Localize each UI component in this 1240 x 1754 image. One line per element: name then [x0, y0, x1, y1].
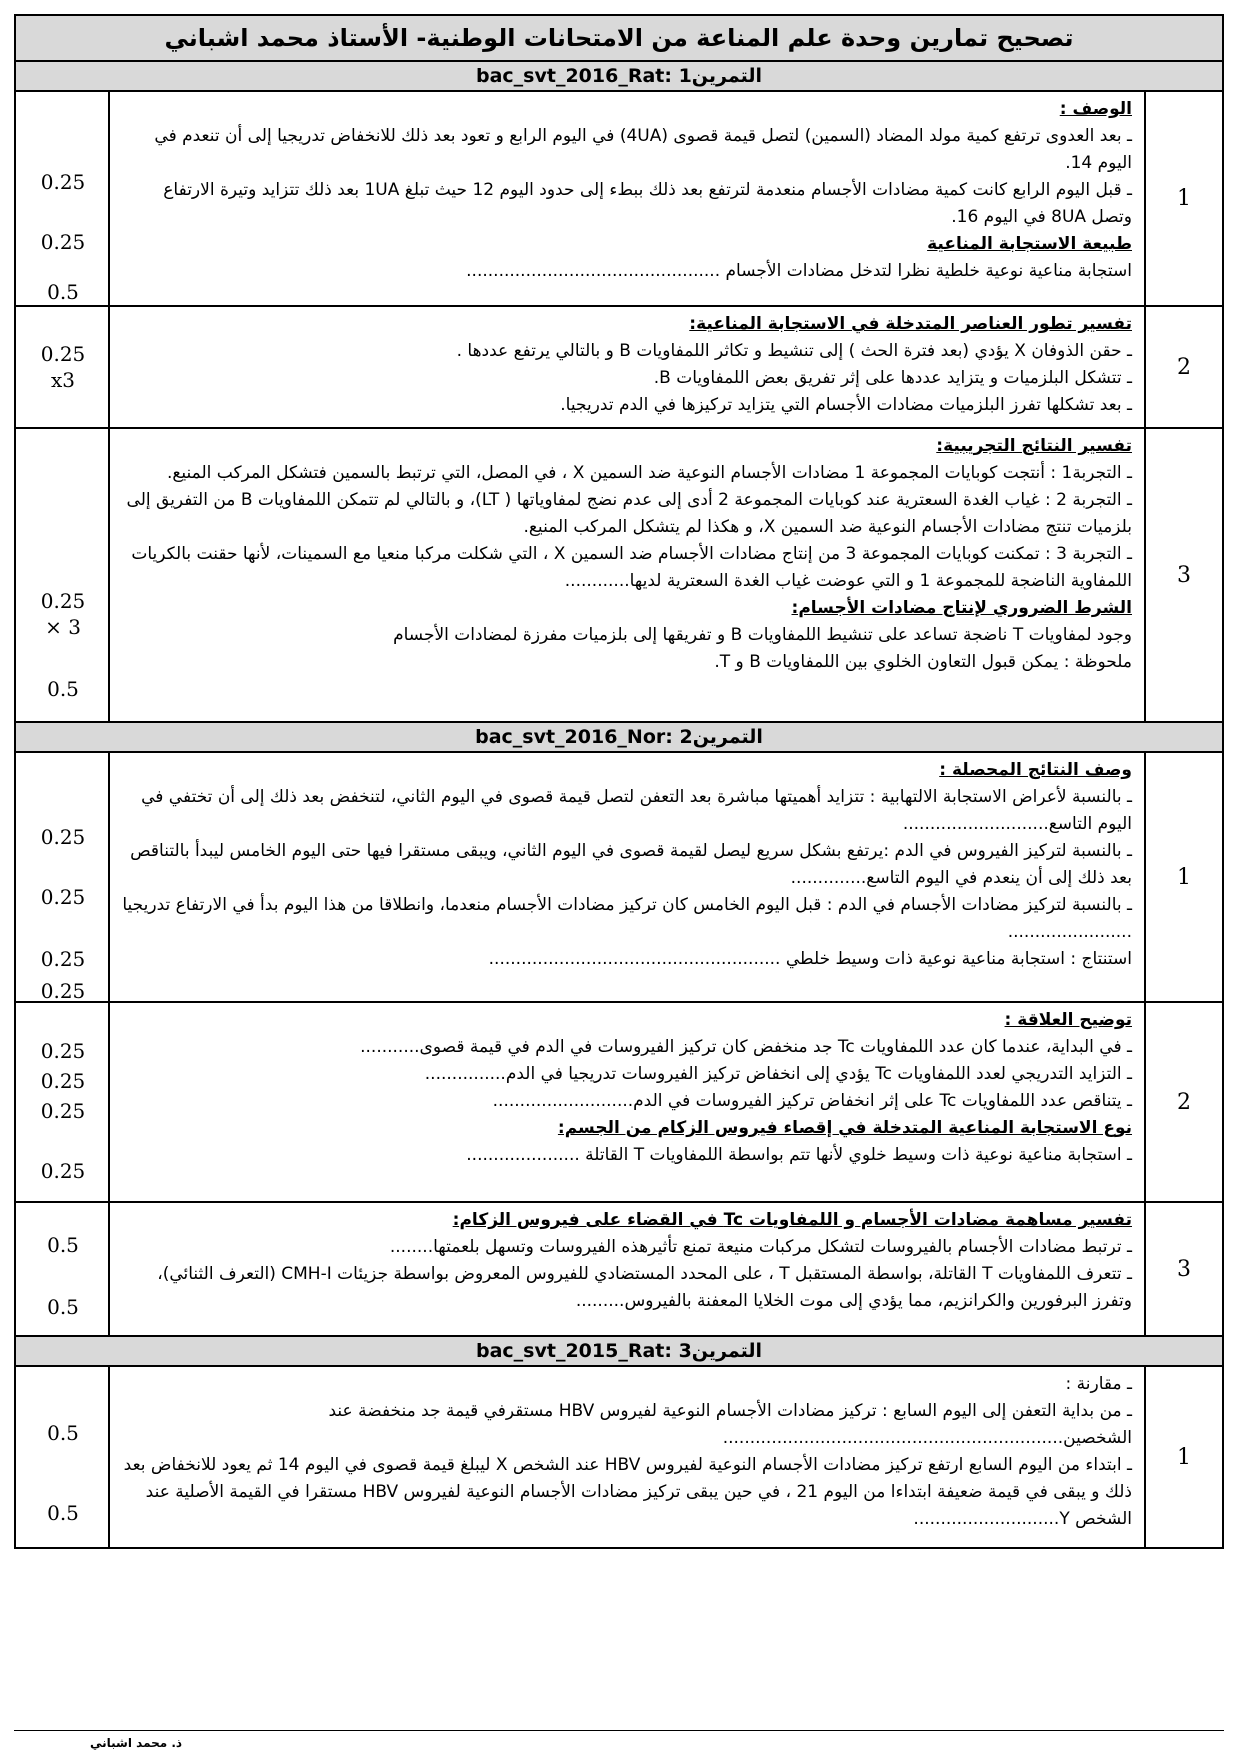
score-value: 0.25 [40, 825, 86, 849]
score-column [16, 1003, 110, 1201]
exercise-code: bac_svt_2015_Rat: 3 [475, 1340, 692, 1362]
answer-line: استنتاج : استجابة مناعية نوعية ذات وسيط خلطي ...................................................... [488, 949, 1132, 969]
exercises-container [14, 62, 1224, 1549]
answer-line: ـ بالنسبة لتركيز مضادات الأجسام في الدم : قبل اليوم الخامس كان تركيز مضادات الأجسام منعدما، وانطلاقا من هذا اليوم بدأ في الارتفاع تدريجيا ....................... [122, 895, 1132, 942]
answer-heading: تفسير مساهمة مضادات الأجسام و اللمفاويات Tc في القضاء على فيروس الزكام: [452, 1210, 1132, 1230]
exercise-label: التمرين [691, 1340, 762, 1362]
answer-line: ملحوظة : يمكن قبول التعاون الخلوي بين اللمفاويات B و T. [714, 652, 1132, 672]
score-value: 0.25 [40, 170, 86, 194]
score-value: 0.5 [47, 677, 79, 701]
exercise-table [14, 92, 1224, 723]
score-column [16, 429, 110, 721]
exercise-table [14, 753, 1224, 1337]
answer-line: ـ التجربة 3 : تمكنت كوبايات المجموعة 3 من إنتاج مضادات الأجسام ضد السمين X ، التي شكلت مركبا منعيا مع السمينات، لأنها حقنت بالكريات اللمفاوية الناضجة للمجموعة 1 و التي عوضت غياب الغدة السعترية لديها............ [131, 544, 1132, 591]
answer-line: ـ ترتبط مضادات الأجسام بالفيروسات لتشكل مركبات منيعة تمنع تأثيرهذه الفيروسات وتسهل بلعمتها........ [389, 1237, 1132, 1257]
score-value: x3 [50, 368, 75, 392]
score-column [16, 1203, 110, 1335]
answer-heading: الوصف : [1059, 99, 1132, 119]
score-value: 0.5 [47, 280, 79, 304]
answer-line: ـ التجربة1 : أنتجت كوبايات المجموعة 1 مضادات الأجسام النوعية ضد السمين X ، في المصل، التي ترتبط بالسمين فتشكل المركب المنيع. [166, 463, 1132, 483]
score-value: 0.25 [40, 589, 86, 613]
answer-line: ـ من بداية التعفن إلى اليوم السابع : تركيز مضادات الأجسام النوعية لفيروس HBV مستقرفي قيمة جد منخفضة عند الشخصين............................................................... [328, 1401, 1132, 1448]
answer-line: ـ التزايد التدريجي لعدد اللمفاويات Tc يؤدي إلى انخفاض تركيز الفيروسات تدريجيا في الدم............... [424, 1064, 1132, 1084]
answer-line: ـ بالنسبة لأعراض الاستجابة الالتهابية : تتزايد أهميتها مباشرة بعد التعفن لتصل قيمة قصوى في اليوم الثاني، لتنخفض بعد ذلك إلى أن تختفي في اليوم التاسع........................... [141, 787, 1132, 834]
answer-line: ـ بعد العدوى ترتفع كمية مولد المضاد (السمين) لتصل قيمة قصوى (4UA) في اليوم الرابع و تعود بعد ذلك للانخفاض تدريجيا إلى أن تنعدم في اليوم 14. [154, 126, 1132, 173]
question-row [16, 427, 1222, 721]
score-value: 0.5 [47, 1295, 79, 1319]
score-value: × 3 [45, 615, 81, 639]
answer-content [110, 1003, 1144, 1201]
score-value: 0.25 [40, 947, 86, 971]
answer-line: ـ استجابة مناعية نوعية ذات وسيط خلوي لأنها تتم بواسطة اللمفاويات T القاتلة ..................... [466, 1145, 1132, 1165]
question-number: 1 [1144, 1367, 1222, 1547]
exercise-code: bac_svt_2016_Rat: 1 [475, 65, 692, 87]
answer-line: ـ في البداية، عندما كان عدد اللمفاويات Tc جد منخفض كان تركيز الفيروسات في الدم في قيمة قصوى........... [360, 1037, 1132, 1057]
score-column [16, 92, 110, 305]
answer-line: ـ بعد تشكلها تفرز البلزميات مضادات الأجسام التي يتزايد تركيزها في الدم تدريجيا. [560, 395, 1132, 415]
exercise-code: bac_svt_2016_Nor: 2 [475, 726, 693, 748]
score-value: 0.5 [47, 1421, 79, 1445]
answer-content [110, 307, 1144, 427]
answer-content [110, 1367, 1144, 1547]
page-title: تصحيح تمارين وحدة علم المناعة من الامتحانات الوطنية- الأستاذ محمد اشباني [14, 14, 1224, 62]
exercise-header [14, 723, 1224, 753]
answer-heading: توضيح العلاقة : [1004, 1010, 1132, 1030]
answer-heading: وصف النتائج المحصلة : [939, 760, 1132, 780]
question-number: 1 [1144, 92, 1222, 305]
answer-line: ـ حقن الذوفان X يؤدي (بعد فترة الحث ) إلى تنشيط و تكاثر اللمفاويات B و بالتالي يرتفع عددها . [456, 341, 1132, 361]
answer-content [110, 753, 1144, 1001]
score-value: 0.25 [40, 1159, 86, 1183]
question-row [16, 305, 1222, 427]
answer-heading: تفسير تطور العناصر المتدخلة في الاستجابة المناعية: [689, 314, 1132, 334]
footer-author: ذ. محمد اشباني [90, 1736, 183, 1750]
score-column [16, 753, 110, 1001]
score-value: 0.25 [40, 979, 86, 1003]
answer-content [110, 1203, 1144, 1335]
exercise-header [14, 62, 1224, 92]
answer-line: ـ التجربة 2 : غياب الغدة السعترية عند كوبايات المجموعة 2 أدى إلى عدم نضج لمفاوياتها ( LT)، و بالتالي لم تتمكن اللمفاويات B من التفريق إلى بلزميات تنتج مضادات الأجسام النوعية ضد السمين X، و هكذا لم يتشكل المركب المنيع. [126, 490, 1132, 537]
footer-rule [14, 1730, 1224, 1731]
score-column [16, 1367, 110, 1547]
answer-line: ـ مقارنة : [1065, 1374, 1132, 1394]
question-row [16, 92, 1222, 305]
exercise-label: التمرين [692, 726, 763, 748]
score-value: 0.25 [40, 1099, 86, 1123]
answer-line: وجود لمفاويات T ناضجة تساعد على تنشيط اللمفاويات B و تفريقها إلى بلزميات مفرزة لمضادات الأجسام [393, 625, 1132, 645]
question-number: 2 [1144, 307, 1222, 427]
score-value: 0.5 [47, 1501, 79, 1525]
exercise-label: التمرين [691, 65, 762, 87]
question-row [16, 1201, 1222, 1335]
answer-heading: طبيعة الاستجابة المناعية [927, 234, 1132, 254]
question-row [16, 1367, 1222, 1547]
answer-line: ـ ابتداء من اليوم السابع ارتفع تركيز مضادات الأجسام النوعية لفيروس HBV عند الشخص X ليبلغ قيمة قصوى في اليوم 14 ثم يعود للانخفاض بعد ذلك و يبقى في قيمة ضعيفة ابتداءا من اليوم 21 ، في حين يبقى تركيز مضادات الأجسام النوعية لفيروس HBV مستقرا في القيمة الأصلية عند الشخص Y........................... [123, 1455, 1132, 1529]
answer-line: ـ تتعرف اللمفاويات T القاتلة، بواسطة المستقبل T ، على المحدد المستضادي للفيروس المعروض بواسطة جزيئات CMH-I (التعرف الثنائي)، وتفرز البرفورين والكرانزيم، مما يؤدي إلى موت الخلايا المعفنة بالفيروس......... [157, 1264, 1132, 1311]
score-value: 0.25 [40, 230, 86, 254]
question-number: 1 [1144, 753, 1222, 1001]
answer-content [110, 92, 1144, 305]
score-value: 0.25 [40, 885, 86, 909]
answer-line: ـ تتشكل البلزميات و يتزايد عددها على إثر تفريق بعض اللمفاويات B. [653, 368, 1132, 388]
answer-heading: نوع الاستجابة المناعية المتدخلة في إقصاء فيروس الزكام من الجسم: [557, 1118, 1132, 1138]
question-number: 2 [1144, 1003, 1222, 1201]
question-row [16, 753, 1222, 1001]
document-page [14, 14, 1224, 1549]
question-number: 3 [1144, 1203, 1222, 1335]
answer-line: استجابة مناعية نوعية خلطية نظرا لتدخل مضادات الأجسام ............................................... [466, 261, 1132, 281]
score-value: 0.25 [40, 1039, 86, 1063]
answer-line: ـ بالنسبة لتركيز الفيروس في الدم :يرتفع بشكل سريع ليصل لقيمة قصوى في اليوم الثاني، ويبقى مستقرا فيها حتى اليوم الخامس ليبدأ بالتناقص بعد ذلك إلى أن ينعدم في اليوم التاسع.............. [130, 841, 1132, 888]
score-value: 0.25 [40, 342, 86, 366]
question-row [16, 1001, 1222, 1201]
answer-line: ـ قبل اليوم الرابع كانت كمية مضادات الأجسام منعدمة لترتفع بعد ذلك ببطء إلى حدود اليوم 12 حيث تبلغ 1UA بعد ذلك تتزايد وتيرة الارتفاع وتصل 8UA في اليوم 16. [163, 180, 1132, 227]
answer-content [110, 429, 1144, 721]
answer-line: ـ يتناقص عدد اللمفاويات Tc على إثر انخفاض تركيز الفيروسات في الدم.......................... [492, 1091, 1132, 1111]
answer-heading: الشرط الضروري لإنتاج مضادات الأجسام: [791, 598, 1132, 618]
exercise-header [14, 1337, 1224, 1367]
score-value: 0.25 [40, 1069, 86, 1093]
question-number: 3 [1144, 429, 1222, 721]
answer-heading: تفسير النتائج التجريبية: [936, 436, 1132, 456]
score-value: 0.5 [47, 1233, 79, 1257]
score-column [16, 307, 110, 427]
exercise-table [14, 1367, 1224, 1549]
